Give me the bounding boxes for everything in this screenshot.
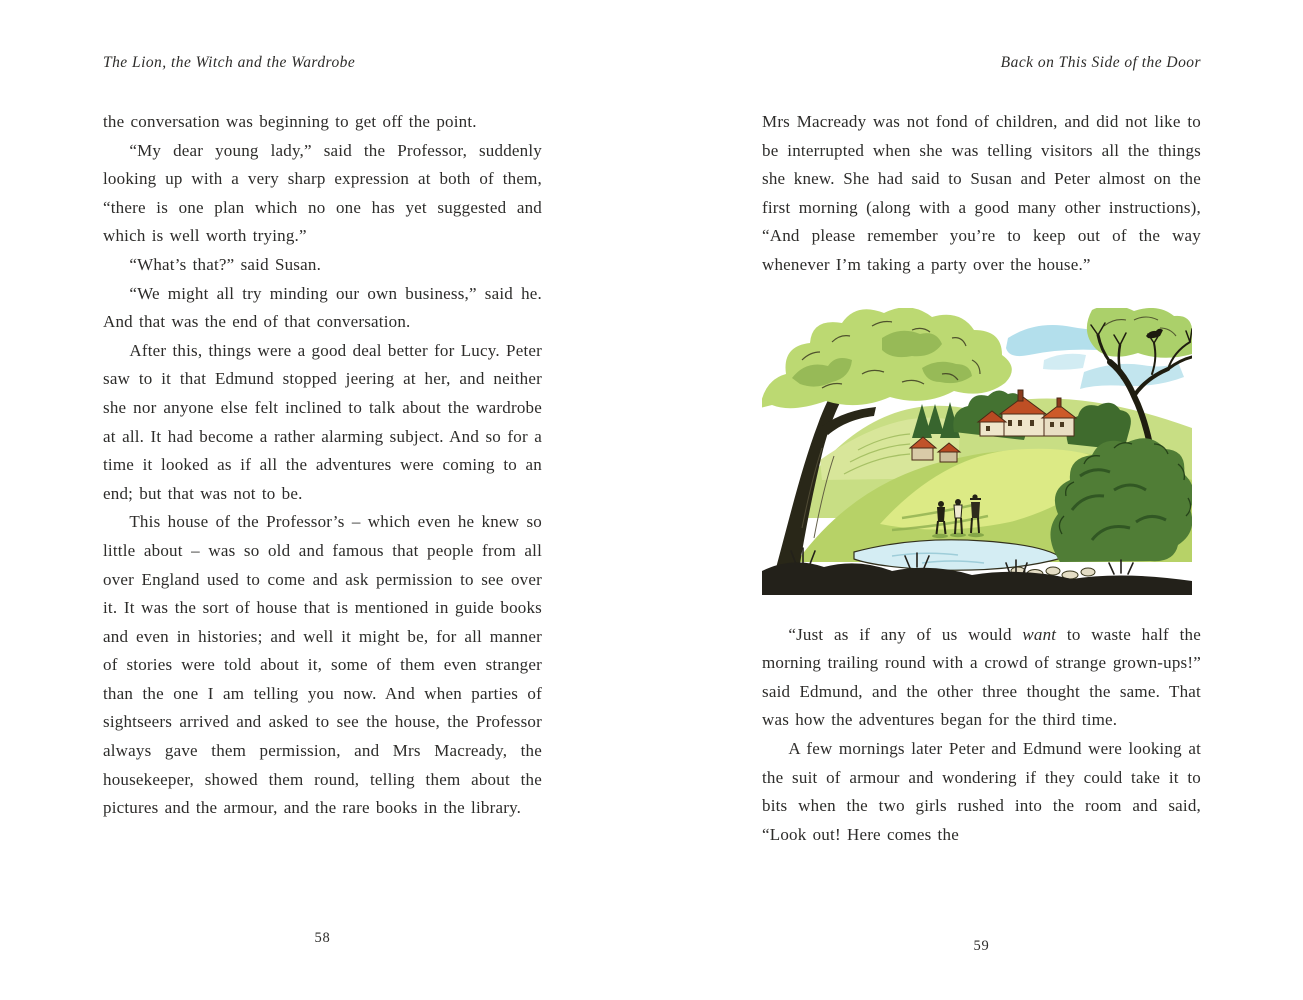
page-number-left: 58 [314, 930, 331, 946]
paragraph: “What’s that?” said Susan. [129, 254, 322, 274]
paragraph [762, 621, 1201, 735]
paragraph: “We might all try minding our own business,” said he. And that was the end of that conversation. [103, 283, 542, 332]
paragraph-text: to waste half the morning trailing round with a crowd of strange grown-ups!” said Edmund, and the other three thought the same. That was how the adventures began for the third time. [762, 624, 1201, 730]
paragraph: Mrs Macready was not fond of children, and did not like to be interrupted when she was telling visitors all the things she knew. She had said to Susan and Peter almost on the first morning (along with a good many other instructions), “And please remember you’re to keep out of the way whenever I’m taking a party over the house.” [762, 112, 1201, 274]
right-page-body [762, 108, 1201, 849]
paragraph-text: “Just as if any of us would [788, 624, 1023, 644]
italic-word: want [1022, 624, 1057, 644]
page-right [762, 0, 1201, 1000]
left-page-body [103, 108, 542, 823]
paragraph: This house of the Professor’s – which even he knew so little about – was so old and famous that people from all over England used to come and ask permission to see over it. It was the sort of house that is mentioned in guide books and even in histories; and well it might be, for all manner of stories were told about it, some of them even stranger than the one I am telling you now. And when parties of sightseers arrived and asked to see the house, the Professor always gave them permission, and Mrs Macready, the housekeeper, showed them round, telling them about the pictures and the armour, and the rare books in the library. [103, 512, 542, 818]
page-left [103, 0, 542, 1000]
country-house-landscape-illustration [762, 308, 1192, 595]
page-number-right: 59 [973, 938, 990, 954]
running-header-right: Back on This Side of the Door [1000, 54, 1201, 71]
paragraph: “My dear young lady,” said the Professor, suddenly looking up with a very sharp expression at both of them, “there is one plan which no one has yet suggested and which is well worth trying.” [103, 140, 542, 246]
paragraph: the conversation was beginning to get off the point. [103, 112, 477, 131]
running-header-left: The Lion, the Witch and the Wardrobe [103, 54, 356, 71]
paragraph: A few mornings later Peter and Edmund were looking at the suit of armour and wondering if they could take it to bits when the two girls rushed into the room and said, “Look out! Here comes the [762, 738, 1201, 844]
paragraph: After this, things were a good deal better for Lucy. Peter saw to it that Edmund stopped jeering at her, and neither she nor anyone else felt inclined to talk about the wardrobe at all. It had become a rather alarming subject. And so for a time it looked as if all the adventures were coming to an end; but that was not to be. [103, 340, 542, 503]
illustration-svg [762, 308, 1192, 595]
